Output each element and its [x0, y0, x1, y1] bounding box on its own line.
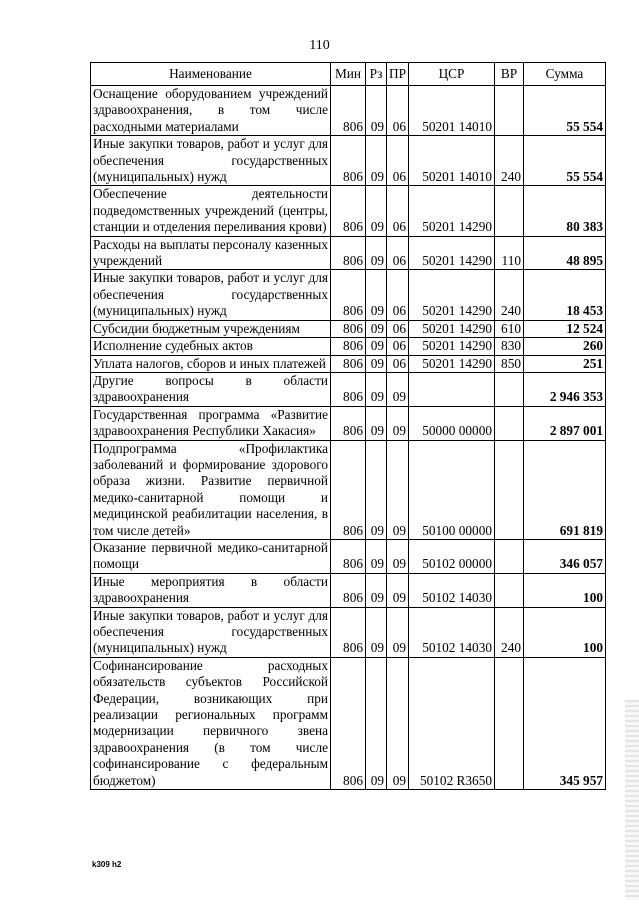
cell-sum: 48 895: [524, 236, 606, 270]
table-row: [91, 406, 606, 440]
table-row: [91, 657, 606, 789]
cell-name: Иные закупки товаров, работ и услуг для обеспечения государственных (муниципальных) нужд: [91, 607, 331, 657]
cell-rz: 09: [366, 355, 387, 372]
cell-name: Обеспечение деятельности подведомственных учреждений (центры, станции и отделения переливания крови): [91, 186, 331, 236]
cell-rz: 09: [366, 136, 387, 186]
cell-name: Оказание первичной медико-санитарной помощи: [91, 539, 331, 573]
cell-sum: 2 946 353: [524, 372, 606, 406]
table-row: [91, 372, 606, 406]
table-row: [91, 355, 606, 372]
cell-vr: 830: [495, 338, 524, 355]
cell-rz: 09: [366, 406, 387, 440]
table-row: [91, 236, 606, 270]
cell-vr: 240: [495, 607, 524, 657]
cell-rz: 09: [366, 607, 387, 657]
cell-sum: 55 554: [524, 136, 606, 186]
cell-name: Оснащение оборудованием учреждений здравоохранения, в том числе расходными материалами: [91, 86, 331, 136]
col-header-min: Мин: [331, 63, 366, 86]
cell-csr: 50000 00000: [409, 406, 495, 440]
cell-vr: [495, 573, 524, 607]
cell-vr: [495, 657, 524, 789]
table-row: [91, 573, 606, 607]
cell-min: 806: [331, 657, 366, 789]
cell-pr: 09: [387, 607, 409, 657]
budget-table: [90, 62, 606, 790]
cell-pr: 09: [387, 539, 409, 573]
cell-name: Субсидии бюджетным учреждениям: [91, 320, 331, 337]
cell-csr: 50100 00000: [409, 440, 495, 539]
cell-name: Иные закупки товаров, работ и услуг для обеспечения государственных (муниципальных) нужд: [91, 270, 331, 320]
cell-csr: 50201 14010: [409, 136, 495, 186]
cell-sum: 80 383: [524, 186, 606, 236]
cell-sum: 260: [524, 338, 606, 355]
cell-pr: 06: [387, 86, 409, 136]
cell-vr: 850: [495, 355, 524, 372]
cell-vr: [495, 539, 524, 573]
cell-csr: 50102 R3650: [409, 657, 495, 789]
cell-min: 806: [331, 86, 366, 136]
cell-rz: 09: [366, 440, 387, 539]
cell-csr: 50201 14290: [409, 355, 495, 372]
cell-sum: 691 819: [524, 440, 606, 539]
cell-vr: [495, 406, 524, 440]
col-header-rz: Рз: [366, 63, 387, 86]
cell-min: 806: [331, 338, 366, 355]
scan-artifact: [625, 700, 639, 900]
cell-csr: 50201 14290: [409, 270, 495, 320]
table-row: [91, 440, 606, 539]
cell-pr: 09: [387, 406, 409, 440]
table-row: [91, 86, 606, 136]
footer-code: k309 h2: [92, 860, 122, 869]
cell-csr: 50201 14290: [409, 320, 495, 337]
cell-vr: [495, 440, 524, 539]
cell-sum: 55 554: [524, 86, 606, 136]
col-header-pr: ПР: [387, 63, 409, 86]
table-row: [91, 338, 606, 355]
cell-pr: 06: [387, 236, 409, 270]
cell-min: 806: [331, 607, 366, 657]
table-row: [91, 136, 606, 186]
table-row: [91, 270, 606, 320]
cell-pr: 06: [387, 355, 409, 372]
cell-rz: 09: [366, 657, 387, 789]
cell-sum: 346 057: [524, 539, 606, 573]
cell-rz: 09: [366, 320, 387, 337]
cell-sum: 18 453: [524, 270, 606, 320]
cell-sum: 12 524: [524, 320, 606, 337]
cell-csr: [409, 372, 495, 406]
cell-min: 806: [331, 406, 366, 440]
cell-rz: 09: [366, 338, 387, 355]
cell-sum: 251: [524, 355, 606, 372]
cell-pr: 09: [387, 372, 409, 406]
cell-rz: 09: [366, 573, 387, 607]
cell-vr: [495, 186, 524, 236]
cell-pr: 09: [387, 573, 409, 607]
cell-pr: 06: [387, 338, 409, 355]
cell-min: 806: [331, 372, 366, 406]
cell-pr: 06: [387, 136, 409, 186]
cell-vr: [495, 372, 524, 406]
table-row: [91, 607, 606, 657]
cell-min: 806: [331, 355, 366, 372]
cell-pr: 09: [387, 440, 409, 539]
cell-sum: 100: [524, 573, 606, 607]
cell-min: 806: [331, 573, 366, 607]
cell-name: Исполнение судебных актов: [91, 338, 331, 355]
cell-csr: 50201 14010: [409, 86, 495, 136]
cell-sum: 2 897 001: [524, 406, 606, 440]
cell-csr: 50102 14030: [409, 607, 495, 657]
cell-name: Государственная программа «Развитие здравоохранения Республики Хакасия»: [91, 406, 331, 440]
cell-pr: 09: [387, 657, 409, 789]
cell-name: Другие вопросы в области здравоохранения: [91, 372, 331, 406]
cell-sum: 100: [524, 607, 606, 657]
cell-rz: 09: [366, 539, 387, 573]
cell-csr: 50201 14290: [409, 186, 495, 236]
cell-name: Расходы на выплаты персоналу казенных учреждений: [91, 236, 331, 270]
cell-min: 806: [331, 320, 366, 337]
cell-min: 806: [331, 136, 366, 186]
cell-name: Иные мероприятия в области здравоохранения: [91, 573, 331, 607]
cell-name: Уплата налогов, сборов и иных платежей: [91, 355, 331, 372]
cell-csr: 50201 14290: [409, 236, 495, 270]
table-row: [91, 186, 606, 236]
cell-rz: 09: [366, 236, 387, 270]
cell-csr: 50102 14030: [409, 573, 495, 607]
page-number: 110: [309, 38, 330, 53]
header-row: [91, 63, 606, 86]
table-row: [91, 320, 606, 337]
cell-rz: 09: [366, 270, 387, 320]
cell-csr: 50102 00000: [409, 539, 495, 573]
col-header-csr: ЦСР: [409, 63, 495, 86]
table-row: [91, 539, 606, 573]
cell-name: Подпрограмма «Профилактика заболеваний и формирование здорового образа жизни. Развитие первичной медико-санитарной помощи и медицинской реабилитации населения, в том числе детей»: [91, 440, 331, 539]
cell-name: Софинансирование расходных обязательств субъектов Российской Федерации, возникающих при реализации региональных программ модернизации первичного звена здравоохранения (в том числе софинансирование с федеральным бюджетом): [91, 657, 331, 789]
cell-rz: 09: [366, 372, 387, 406]
cell-vr: 240: [495, 136, 524, 186]
cell-vr: 240: [495, 270, 524, 320]
cell-vr: 110: [495, 236, 524, 270]
cell-pr: 06: [387, 320, 409, 337]
col-header-sum: Сумма: [524, 63, 606, 86]
cell-min: 806: [331, 440, 366, 539]
cell-min: 806: [331, 270, 366, 320]
cell-csr: 50201 14290: [409, 338, 495, 355]
cell-min: 806: [331, 186, 366, 236]
cell-rz: 09: [366, 186, 387, 236]
col-header-vr: ВР: [495, 63, 524, 86]
cell-rz: 09: [366, 86, 387, 136]
cell-pr: 06: [387, 186, 409, 236]
cell-min: 806: [331, 539, 366, 573]
cell-sum: 345 957: [524, 657, 606, 789]
cell-min: 806: [331, 236, 366, 270]
col-header-name: Наименование: [91, 63, 331, 86]
cell-vr: 610: [495, 320, 524, 337]
cell-vr: [495, 86, 524, 136]
cell-pr: 06: [387, 270, 409, 320]
cell-name: Иные закупки товаров, работ и услуг для обеспечения государственных (муниципальных) нужд: [91, 136, 331, 186]
